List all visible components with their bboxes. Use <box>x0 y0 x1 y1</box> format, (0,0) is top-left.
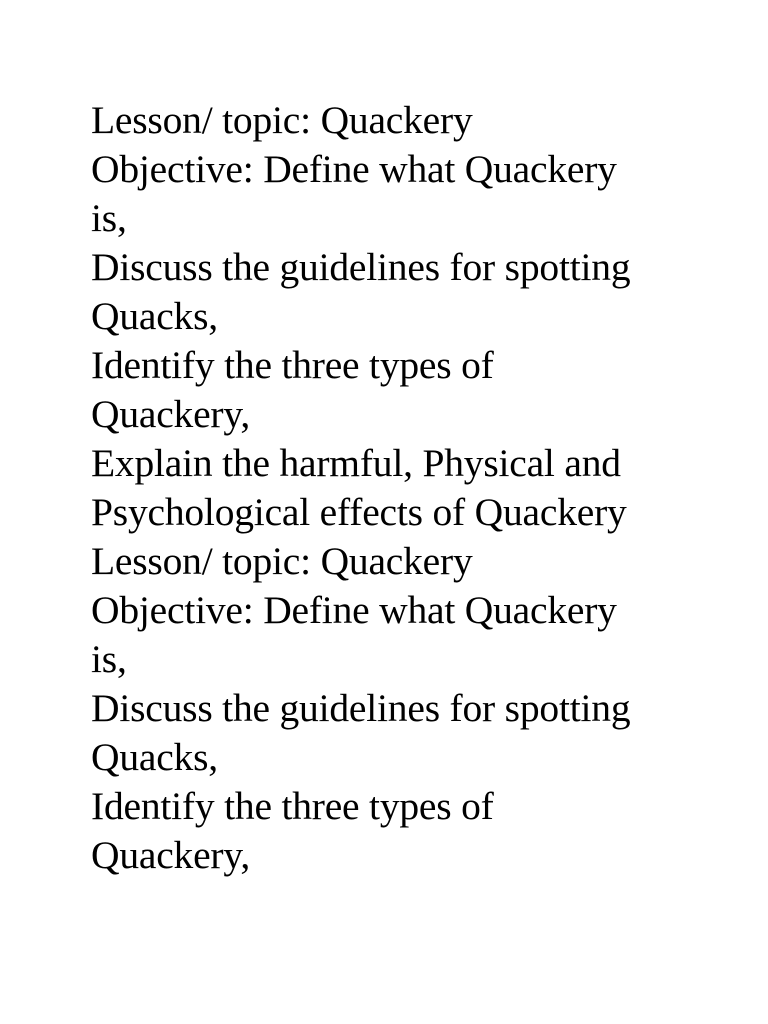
text-line: Quackery, <box>91 392 251 436</box>
text-line: is, <box>91 196 127 240</box>
text-line: Quacks, <box>91 294 218 338</box>
document-body <box>91 96 751 880</box>
text-line: is, <box>91 637 127 681</box>
text-line: Identify the three types of <box>91 784 494 828</box>
text-line: Explain the harmful, Physical and <box>91 441 621 485</box>
text-line: Psychological effects of Quackery <box>91 490 627 534</box>
text-line: Lesson/ topic: Quackery <box>91 98 473 142</box>
text-line: Quacks, <box>91 735 218 779</box>
text-line: Discuss the guidelines for spotting <box>91 245 631 289</box>
text-line: Quackery, <box>91 833 251 877</box>
text-line: Identify the three types of <box>91 343 494 387</box>
text-line: Objective: Define what Quackery <box>91 588 617 632</box>
text-line: Objective: Define what Quackery <box>91 147 617 191</box>
text-line: Lesson/ topic: Quackery <box>91 539 473 583</box>
text-line: Discuss the guidelines for spotting <box>91 686 631 730</box>
